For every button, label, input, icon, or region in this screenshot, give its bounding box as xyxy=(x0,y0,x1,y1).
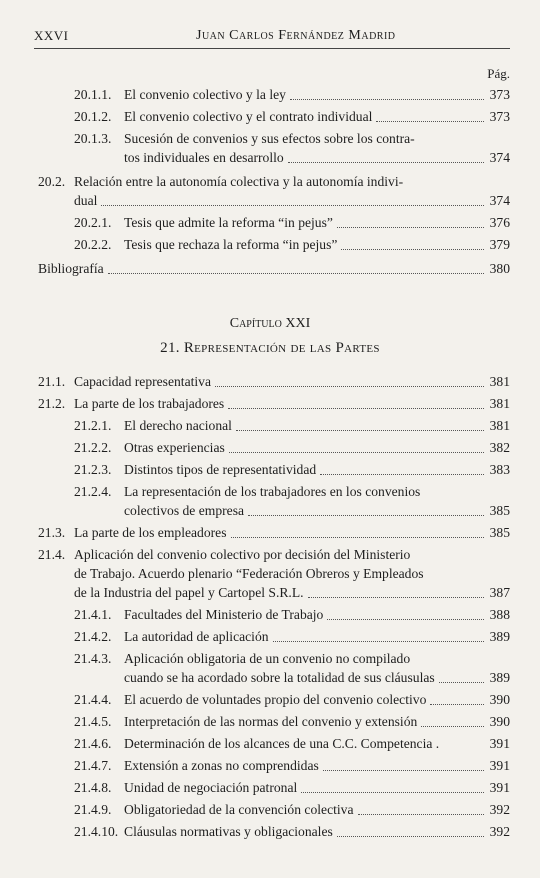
toc-entry xyxy=(74,85,510,104)
toc-entry xyxy=(74,778,510,797)
toc-entry-number: 21.4.5. xyxy=(74,714,112,729)
toc-entry-title: La parte de los empleadores xyxy=(74,525,227,540)
dotted-leader xyxy=(430,702,484,705)
toc-entry xyxy=(38,545,510,602)
toc-entry-number: 21.2.3. xyxy=(74,462,112,477)
toc-entry-page: 391 xyxy=(489,780,510,795)
toc-entry-title: Cláusulas normativas y obligacionales xyxy=(124,824,333,839)
dotted-leader xyxy=(337,225,484,228)
dotted-leader xyxy=(231,535,484,538)
toc-entry-title: El acuerdo de voluntades propio del convenio colectivo xyxy=(124,692,427,707)
toc-entry-title: Interpretación de las normas del convenio y extensión xyxy=(124,714,418,729)
toc-entry-page: 381 xyxy=(489,418,510,433)
toc-entry-number: 21.4.2. xyxy=(74,629,112,644)
toc-entry xyxy=(38,372,510,391)
dotted-leader xyxy=(108,271,484,274)
dotted-leader xyxy=(308,595,484,598)
toc-entry-title: El convenio colectivo y la ley xyxy=(124,87,286,102)
toc-entry xyxy=(74,416,510,435)
toc-entry-page: 382 xyxy=(489,440,510,455)
toc-entry-number: 20.2.1. xyxy=(74,215,112,230)
dotted-leader xyxy=(358,812,484,815)
header-author: Juan Carlos Fernández Madrid xyxy=(196,28,396,43)
dotted-leader xyxy=(301,790,484,793)
toc-entry xyxy=(74,107,510,126)
dotted-leader xyxy=(288,160,484,163)
toc-entry xyxy=(74,627,510,646)
toc-entry xyxy=(74,690,510,709)
toc-entry-page: 389 xyxy=(489,629,510,644)
toc-entry-title: Obligatoriedad de la convención colectiva xyxy=(124,802,354,817)
toc-entry-title: Extensión a zonas no comprendidas xyxy=(124,758,319,773)
toc-entry-title: Capacidad representativa xyxy=(74,374,211,389)
toc-entry-number: 21.4.3. xyxy=(74,651,112,666)
toc-entry-number: 21.4.10. xyxy=(74,824,119,839)
dotted-leader xyxy=(323,768,484,771)
toc-entry-number: 20.1.3. xyxy=(74,131,112,146)
toc-entry xyxy=(74,213,510,232)
toc-entry-title: Aplicación obligatoria de un convenio no compilado xyxy=(124,651,411,666)
toc-entry-number: 21.2. xyxy=(38,396,66,411)
dotted-leader xyxy=(229,450,484,453)
toc-entry-number: 21.1. xyxy=(38,374,66,389)
toc-entry-page: 381 xyxy=(489,374,510,389)
toc-entry-page: 380 xyxy=(489,261,510,276)
toc-entry-page: 374 xyxy=(489,193,510,208)
dotted-leader xyxy=(341,247,484,250)
toc-entry-title: Otras experiencias xyxy=(124,440,225,455)
dotted-leader xyxy=(320,472,484,475)
toc-entry-page: 391 xyxy=(489,736,510,751)
dotted-leader xyxy=(101,203,484,206)
toc-entry-number: 21.3. xyxy=(38,525,66,540)
toc-entry-title: La representación de los trabajadores en los convenios xyxy=(124,484,421,499)
toc-entry-title: El convenio colectivo y el contrato individual xyxy=(124,109,373,124)
toc-entry xyxy=(74,129,510,167)
page-column-label: Pág. xyxy=(487,66,510,81)
toc-entry-number: 21.2.4. xyxy=(74,484,112,499)
dotted-leader xyxy=(290,97,484,100)
dotted-leader xyxy=(376,119,484,122)
dotted-leader xyxy=(236,428,484,431)
toc-entry-title: La autoridad de aplicación xyxy=(124,629,269,644)
toc-entry-number: 21.4. xyxy=(38,547,66,562)
toc-entry-page: 388 xyxy=(489,607,510,622)
chapter-label: Capítulo XXI xyxy=(229,316,311,331)
toc-entry xyxy=(74,438,510,457)
toc-entry-page: 379 xyxy=(489,237,510,252)
toc-entry-title: La parte de los trabajadores xyxy=(74,396,225,411)
toc-entry-title: tos individuales en desarrollo xyxy=(124,150,284,165)
toc-entry xyxy=(74,756,510,775)
toc-entry-title: Bibliografía xyxy=(38,261,104,276)
toc-entry-title: Distintos tipos de representatividad xyxy=(124,462,317,477)
chapter-title: 21. Representación de las Partes xyxy=(160,340,380,356)
toc-entry-title: Tesis que rechaza la reforma “in pejus” xyxy=(124,237,338,252)
toc-entry-number: 21.2.2. xyxy=(74,440,112,455)
dotted-leader xyxy=(215,384,484,387)
toc-entry xyxy=(38,172,510,210)
toc-entry-number: 21.4.7. xyxy=(74,758,112,773)
header-page-number: XXVI xyxy=(34,28,69,43)
toc-entry-title: Sucesión de convenios y sus efectos sobre los contra- xyxy=(124,131,415,146)
toc-entry-title: dual xyxy=(74,193,98,208)
dotted-leader xyxy=(439,680,484,683)
toc-entry-page: 385 xyxy=(489,525,510,540)
dotted-leader xyxy=(273,639,484,642)
toc-entry xyxy=(74,460,510,479)
toc-entry-title: Unidad de negociación patronal xyxy=(124,780,298,795)
toc-entry-page: 392 xyxy=(489,824,510,839)
toc-entry-title: Aplicación del convenio colectivo por decisión del Ministerio xyxy=(74,547,411,562)
toc-entry-number: 21.4.6. xyxy=(74,736,112,751)
toc-entry-page: 381 xyxy=(489,396,510,411)
toc-entry-page: 374 xyxy=(489,150,510,165)
toc-entry xyxy=(38,394,510,413)
toc-entry-page: 389 xyxy=(489,670,510,685)
toc-entry-page: 385 xyxy=(489,503,510,518)
toc-entry-number: 20.2.2. xyxy=(74,237,112,252)
toc-entry xyxy=(74,822,510,841)
toc-entry-number: 21.4.1. xyxy=(74,607,112,622)
toc-entry xyxy=(38,523,510,542)
toc-entry xyxy=(74,649,510,687)
toc-entry-number: 21.4.4. xyxy=(74,692,112,707)
dotted-leader xyxy=(248,513,484,516)
dotted-leader xyxy=(337,834,484,837)
toc-entry-number: 21.2.1. xyxy=(74,418,112,433)
dotted-leader xyxy=(421,724,484,727)
toc-entry-number: 20.1.1. xyxy=(74,87,112,102)
dotted-leader xyxy=(327,617,484,620)
toc-entry-page: 376 xyxy=(489,215,510,230)
toc-entry-title: de la Industria del papel y Cartopel S.R.L. xyxy=(74,585,304,600)
toc-entry xyxy=(74,605,510,624)
toc-entry-title: cuando se ha acordado sobre la totalidad de sus cláusulas xyxy=(124,670,435,685)
toc-entry xyxy=(74,712,510,731)
toc-entry-page: 373 xyxy=(489,109,510,124)
toc-entry-number: 20.2. xyxy=(38,174,66,189)
toc-entry xyxy=(38,259,510,278)
toc-entry-page: 383 xyxy=(489,462,510,477)
toc-entry-page: 390 xyxy=(489,692,510,707)
toc-entry-page: 391 xyxy=(489,758,510,773)
toc-entry xyxy=(74,800,510,819)
toc-entry-number: 20.1.2. xyxy=(74,109,112,124)
running-header xyxy=(34,22,510,49)
toc-entry-page: 390 xyxy=(489,714,510,729)
toc-entry-title: colectivos de empresa xyxy=(124,503,245,518)
toc-entry-number: 21.4.8. xyxy=(74,780,112,795)
toc-entry-page: 387 xyxy=(489,585,510,600)
toc-entry-title: Determinación de los alcances de una C.C. Competencia . xyxy=(124,736,440,751)
toc-entry-title: Facultades del Ministerio de Trabajo xyxy=(124,607,324,622)
toc-entry-page: 392 xyxy=(489,802,510,817)
toc-entry-title: de Trabajo. Acuerdo plenario “Federación Obreros y Empleados xyxy=(74,566,424,581)
toc-entry-title: El derecho nacional xyxy=(124,418,232,433)
toc-entry xyxy=(74,235,510,254)
toc-entry xyxy=(74,734,510,753)
toc-entry-title: Relación entre la autonomía colectiva y la autonomía indivi- xyxy=(74,174,404,189)
toc-entry-page: 373 xyxy=(489,87,510,102)
toc-entry xyxy=(74,482,510,520)
toc-entry-number: 21.4.9. xyxy=(74,802,112,817)
toc-entry-title: Tesis que admite la reforma “in pejus” xyxy=(124,215,333,230)
dotted-leader xyxy=(228,406,484,409)
